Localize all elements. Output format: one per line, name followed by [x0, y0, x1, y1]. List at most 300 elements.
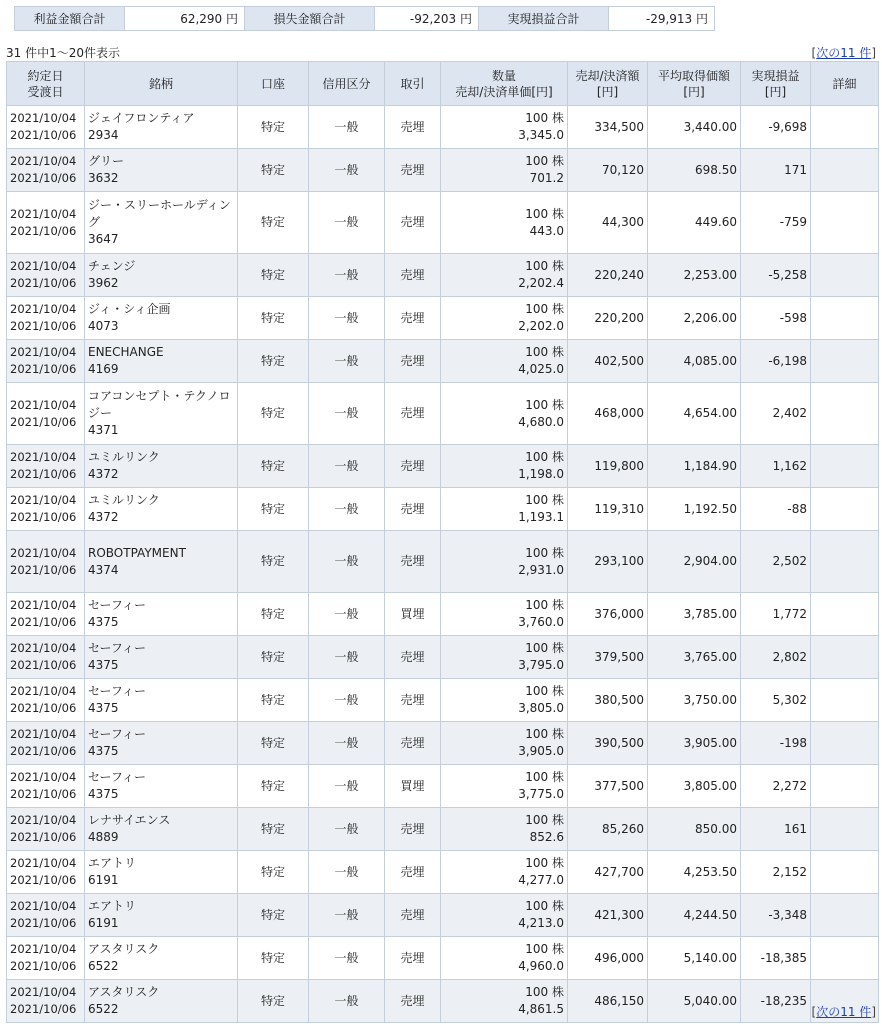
date-cell [7, 851, 85, 894]
table-row [7, 679, 879, 722]
header-avg[interactable]: 平均取得価額 [円] [648, 62, 741, 106]
credit-cell: 一般 [309, 106, 385, 149]
trade-cell: 売埋 [385, 254, 441, 297]
quantity: 100 株 [525, 641, 564, 655]
unit-price: 701.2 [529, 171, 564, 185]
detail-cell [811, 192, 879, 254]
stock-name: アスタリスク [88, 942, 160, 956]
qty-cell [441, 593, 568, 636]
trade-date: 2021/10/04 [10, 111, 77, 125]
stock-cell [85, 593, 238, 636]
table-row [7, 445, 879, 488]
trade-cell: 売埋 [385, 488, 441, 531]
trade-date: 2021/10/04 [10, 813, 77, 827]
detail-cell [811, 593, 879, 636]
trade-date: 2021/10/04 [10, 985, 77, 999]
quantity: 100 株 [525, 206, 564, 221]
settle-date: 2021/10/06 [10, 128, 77, 142]
unit-price: 2,202.4 [518, 276, 564, 290]
stock-name: セーフィー [88, 598, 146, 612]
date-cell [7, 679, 85, 722]
credit-cell: 一般 [309, 254, 385, 297]
trade-cell: 売埋 [385, 808, 441, 851]
credit-cell: 一般 [309, 980, 385, 1023]
qty-cell [441, 192, 568, 254]
account-cell: 特定 [238, 340, 309, 383]
detail-cell [811, 106, 879, 149]
settle-date: 2021/10/06 [10, 562, 77, 577]
trade-date: 2021/10/04 [10, 545, 77, 560]
stock-code: 4375 [88, 701, 119, 715]
table-row [7, 765, 879, 808]
quantity: 100 株 [525, 545, 564, 560]
sale-amount-cell: 220,200 [568, 297, 648, 340]
avg-cost-cell: 2,904.00 [648, 531, 741, 593]
bracket-open: [ [811, 1005, 817, 1019]
trade-date: 2021/10/04 [10, 206, 77, 221]
stock-cell [85, 254, 238, 297]
credit-cell: 一般 [309, 851, 385, 894]
unit-price: 1,198.0 [518, 467, 564, 481]
settle-date: 2021/10/06 [10, 873, 77, 887]
settle-date: 2021/10/06 [10, 510, 77, 524]
unit-price: 4,213.0 [518, 916, 564, 930]
date-cell [7, 297, 85, 340]
settle-date: 2021/10/06 [10, 319, 77, 333]
unit-price: 3,345.0 [518, 128, 564, 142]
stock-code: 6522 [88, 1002, 119, 1016]
trade-cell: 売埋 [385, 531, 441, 593]
pnl-cell: 2,502 [741, 531, 811, 593]
quantity: 100 株 [525, 397, 564, 412]
stock-code: 4375 [88, 744, 119, 758]
detail-cell [811, 808, 879, 851]
credit-cell: 一般 [309, 383, 385, 445]
stock-name: ユミルリンク [88, 493, 160, 507]
results-table [6, 61, 879, 1023]
stock-cell [85, 980, 238, 1023]
qty-cell [441, 765, 568, 808]
avg-cost-cell: 5,040.00 [648, 980, 741, 1023]
stock-cell [85, 851, 238, 894]
date-cell [7, 894, 85, 937]
date-cell [7, 937, 85, 980]
quantity: 100 株 [525, 598, 564, 612]
sale-amount-cell: 220,240 [568, 254, 648, 297]
quantity: 100 株 [525, 727, 564, 741]
table-row [7, 254, 879, 297]
trade-date: 2021/10/04 [10, 641, 77, 655]
detail-cell [811, 636, 879, 679]
quantity: 100 株 [525, 899, 564, 913]
account-cell: 特定 [238, 636, 309, 679]
table-row [7, 636, 879, 679]
credit-cell: 一般 [309, 593, 385, 636]
date-cell [7, 383, 85, 445]
stock-code: 6191 [88, 916, 119, 930]
date-cell [7, 488, 85, 531]
header-qty[interactable]: 数量 売却/決済単価[円] [441, 62, 568, 106]
avg-cost-cell: 4,244.50 [648, 894, 741, 937]
account-cell: 特定 [238, 531, 309, 593]
unit-price: 2,202.0 [518, 319, 564, 333]
stock-cell [85, 192, 238, 254]
table-row [7, 106, 879, 149]
pnl-cell: 5,302 [741, 679, 811, 722]
qty-cell [441, 851, 568, 894]
table-row [7, 488, 879, 531]
bracket-close: ] [871, 1005, 876, 1019]
pnl-cell: -759 [741, 192, 811, 254]
account-cell: 特定 [238, 980, 309, 1023]
account-cell: 特定 [238, 679, 309, 722]
stock-cell [85, 340, 238, 383]
stock-cell [85, 383, 238, 445]
avg-cost-cell: 3,765.00 [648, 636, 741, 679]
stock-cell [85, 531, 238, 593]
unit-price: 852.6 [529, 830, 564, 844]
stock-cell [85, 297, 238, 340]
unit-price: 4,680.0 [518, 414, 564, 429]
detail-cell [811, 445, 879, 488]
stock-code: 4169 [88, 362, 119, 376]
table-row [7, 531, 879, 593]
header-detail: 詳細 [811, 62, 879, 106]
qty-cell [441, 980, 568, 1023]
quantity: 100 株 [525, 111, 564, 125]
trade-cell: 売埋 [385, 445, 441, 488]
qty-cell [441, 254, 568, 297]
pnl-cell: -88 [741, 488, 811, 531]
header-date[interactable]: 約定日 受渡日 [7, 62, 85, 106]
date-cell [7, 254, 85, 297]
date-cell [7, 722, 85, 765]
stock-name: レナサイエンス [88, 813, 171, 827]
settle-date: 2021/10/06 [10, 787, 77, 801]
trade-date: 2021/10/04 [10, 598, 77, 612]
account-cell: 特定 [238, 445, 309, 488]
pnl-cell: -9,698 [741, 106, 811, 149]
trade-cell: 売埋 [385, 851, 441, 894]
detail-cell [811, 765, 879, 808]
avg-cost-cell: 449.60 [648, 192, 741, 254]
credit-cell: 一般 [309, 636, 385, 679]
account-cell: 特定 [238, 593, 309, 636]
stock-name: セーフィー [88, 641, 146, 655]
credit-cell: 一般 [309, 765, 385, 808]
avg-cost-cell: 850.00 [648, 808, 741, 851]
unit-price: 1,193.1 [518, 510, 564, 524]
pnl-cell: 161 [741, 808, 811, 851]
trade-cell: 売埋 [385, 722, 441, 765]
sale-amount-cell: 70,120 [568, 149, 648, 192]
trade-cell: 売埋 [385, 297, 441, 340]
qty-cell [441, 488, 568, 531]
trade-date: 2021/10/04 [10, 942, 77, 956]
sale-amount-cell: 496,000 [568, 937, 648, 980]
settle-date: 2021/10/06 [10, 467, 77, 481]
account-cell: 特定 [238, 722, 309, 765]
qty-cell [441, 722, 568, 765]
next-page-link[interactable]: 次の11 件 [816, 46, 872, 60]
stock-name: ジー・スリーホールディング [88, 198, 231, 229]
avg-cost-cell: 4,654.00 [648, 383, 741, 445]
stock-cell [85, 445, 238, 488]
avg-cost-cell: 5,140.00 [648, 937, 741, 980]
unit-price: 4,960.0 [518, 959, 564, 973]
table-row [7, 192, 879, 254]
realized-total-label: 実現損益合計 [479, 7, 609, 31]
trade-cell: 買埋 [385, 765, 441, 808]
account-cell: 特定 [238, 894, 309, 937]
header-account[interactable]: 口座 [238, 62, 309, 106]
quantity: 100 株 [525, 813, 564, 827]
pnl-cell: -18,235 [741, 980, 811, 1023]
sale-amount-cell: 468,000 [568, 383, 648, 445]
settle-date: 2021/10/06 [10, 276, 77, 290]
stock-cell [85, 937, 238, 980]
trade-cell: 売埋 [385, 679, 441, 722]
quantity: 100 株 [525, 856, 564, 870]
sale-amount-cell: 119,800 [568, 445, 648, 488]
stock-code: 3647 [88, 232, 119, 246]
stock-cell [85, 106, 238, 149]
settle-date: 2021/10/06 [10, 223, 77, 238]
detail-cell [811, 340, 879, 383]
table-row [7, 851, 879, 894]
qty-cell [441, 636, 568, 679]
stock-code: 4372 [88, 510, 119, 524]
credit-cell: 一般 [309, 808, 385, 851]
credit-cell: 一般 [309, 149, 385, 192]
qty-cell [441, 808, 568, 851]
pnl-cell: -18,385 [741, 937, 811, 980]
credit-cell: 一般 [309, 297, 385, 340]
stock-code: 4372 [88, 467, 119, 481]
trade-date: 2021/10/04 [10, 684, 77, 698]
stock-name: ユミルリンク [88, 450, 160, 464]
pnl-cell: -3,348 [741, 894, 811, 937]
table-row [7, 722, 879, 765]
quantity: 100 株 [525, 450, 564, 464]
trade-date: 2021/10/04 [10, 154, 77, 168]
stock-name: グリー [88, 154, 125, 168]
trade-date: 2021/10/04 [10, 397, 77, 412]
pnl-cell: 2,802 [741, 636, 811, 679]
credit-cell: 一般 [309, 488, 385, 531]
stock-code: 4375 [88, 787, 119, 801]
stock-code: 4371 [88, 423, 119, 437]
account-cell: 特定 [238, 192, 309, 254]
table-row [7, 297, 879, 340]
stock-name: ROBOTPAYMENT [88, 545, 186, 560]
stock-code: 3632 [88, 171, 119, 185]
stock-code: 6191 [88, 873, 119, 887]
trade-cell: 売埋 [385, 937, 441, 980]
date-cell [7, 192, 85, 254]
sale-amount-cell: 377,500 [568, 765, 648, 808]
date-cell [7, 340, 85, 383]
avg-cost-cell: 2,253.00 [648, 254, 741, 297]
settle-date: 2021/10/06 [10, 1002, 77, 1016]
account-cell: 特定 [238, 297, 309, 340]
settle-date: 2021/10/06 [10, 830, 77, 844]
pnl-cell: -598 [741, 297, 811, 340]
stock-code: 6522 [88, 959, 119, 973]
stock-name: ENECHANGE [88, 345, 164, 359]
account-cell: 特定 [238, 765, 309, 808]
stock-name: セーフィー [88, 684, 146, 698]
stock-name: エアトリ [88, 856, 137, 870]
trade-date: 2021/10/04 [10, 727, 77, 741]
qty-cell [441, 340, 568, 383]
pnl-cell: 2,152 [741, 851, 811, 894]
qty-cell [441, 106, 568, 149]
account-cell: 特定 [238, 149, 309, 192]
trade-date: 2021/10/04 [10, 450, 77, 464]
quantity: 100 株 [525, 942, 564, 956]
unit-price: 2,931.0 [518, 562, 564, 577]
header-sale[interactable]: 売却/決済額 [円] [568, 62, 648, 106]
profit-total-value: 62,290 円 [125, 7, 245, 31]
detail-cell [811, 722, 879, 765]
trade-cell: 売埋 [385, 106, 441, 149]
qty-cell [441, 937, 568, 980]
settle-date: 2021/10/06 [10, 615, 77, 629]
date-cell [7, 593, 85, 636]
settle-date: 2021/10/06 [10, 916, 77, 930]
qty-cell [441, 679, 568, 722]
date-cell [7, 106, 85, 149]
stock-code: 4374 [88, 562, 119, 577]
table-row [7, 149, 879, 192]
credit-cell: 一般 [309, 894, 385, 937]
stock-name: コアコンセプト・テクノロジー [88, 389, 231, 420]
stock-code: 4375 [88, 658, 119, 672]
table-row [7, 808, 879, 851]
unit-price: 3,905.0 [518, 744, 564, 758]
unit-price: 3,795.0 [518, 658, 564, 672]
sale-amount-cell: 390,500 [568, 722, 648, 765]
sale-amount-cell: 486,150 [568, 980, 648, 1023]
trade-date: 2021/10/04 [10, 345, 77, 359]
stock-code: 4889 [88, 830, 119, 844]
pnl-cell: -6,198 [741, 340, 811, 383]
detail-cell [811, 937, 879, 980]
table-row [7, 980, 879, 1023]
qty-cell [441, 383, 568, 445]
trade-cell: 売埋 [385, 149, 441, 192]
sale-amount-cell: 380,500 [568, 679, 648, 722]
table-row [7, 894, 879, 937]
unit-price: 4,861.5 [518, 1002, 564, 1016]
stock-code: 4375 [88, 615, 119, 629]
header-name[interactable]: 銘柄 [85, 62, 238, 106]
detail-cell [811, 297, 879, 340]
settle-date: 2021/10/06 [10, 658, 77, 672]
next-page-link-bottom[interactable]: 次の11 件 [816, 1005, 872, 1019]
credit-cell: 一般 [309, 192, 385, 254]
quantity: 100 株 [525, 684, 564, 698]
unit-price: 4,025.0 [518, 362, 564, 376]
table-row [7, 383, 879, 445]
sale-amount-cell: 293,100 [568, 531, 648, 593]
avg-cost-cell: 3,750.00 [648, 679, 741, 722]
stock-cell [85, 679, 238, 722]
account-cell: 特定 [238, 254, 309, 297]
stock-name: チェンジ [88, 259, 136, 273]
trade-date: 2021/10/04 [10, 856, 77, 870]
date-cell [7, 808, 85, 851]
table-row [7, 593, 879, 636]
credit-cell: 一般 [309, 531, 385, 593]
profit-total-label: 利益金額合計 [15, 7, 125, 31]
date-cell [7, 636, 85, 679]
realized-total-value: -29,913 円 [609, 7, 715, 31]
unit-price: 443.0 [529, 223, 564, 238]
date-cell [7, 531, 85, 593]
table-row [7, 937, 879, 980]
stock-cell [85, 722, 238, 765]
trade-cell: 売埋 [385, 980, 441, 1023]
avg-cost-cell: 3,805.00 [648, 765, 741, 808]
stock-name: エアトリ [88, 899, 137, 913]
header-pnl[interactable]: 実現損益 [円] [741, 62, 811, 106]
stock-code: 2934 [88, 128, 119, 142]
credit-cell: 一般 [309, 445, 385, 488]
avg-cost-cell: 3,785.00 [648, 593, 741, 636]
stock-cell [85, 765, 238, 808]
stock-name: ジィ・シィ企画 [88, 302, 171, 316]
detail-cell [811, 254, 879, 297]
account-cell: 特定 [238, 383, 309, 445]
account-cell: 特定 [238, 488, 309, 531]
next-page-bottom [812, 1003, 876, 1020]
sale-amount-cell: 376,000 [568, 593, 648, 636]
pnl-cell: 1,162 [741, 445, 811, 488]
header-credit[interactable]: 信用区分 [309, 62, 385, 106]
qty-cell [441, 149, 568, 192]
unit-price: 3,805.0 [518, 701, 564, 715]
pager-row [6, 44, 876, 60]
avg-cost-cell: 1,184.90 [648, 445, 741, 488]
table-row [7, 340, 879, 383]
pnl-cell: -5,258 [741, 254, 811, 297]
avg-cost-cell: 1,192.50 [648, 488, 741, 531]
quantity: 100 株 [525, 345, 564, 359]
loss-total-value: -92,203 円 [375, 7, 479, 31]
date-cell [7, 980, 85, 1023]
date-cell [7, 149, 85, 192]
account-cell: 特定 [238, 937, 309, 980]
stock-cell [85, 149, 238, 192]
settle-date: 2021/10/06 [10, 414, 77, 429]
qty-cell [441, 894, 568, 937]
credit-cell: 一般 [309, 937, 385, 980]
stock-name: セーフィー [88, 727, 146, 741]
stock-cell [85, 636, 238, 679]
sale-amount-cell: 85,260 [568, 808, 648, 851]
avg-cost-cell: 4,253.50 [648, 851, 741, 894]
sale-amount-cell: 379,500 [568, 636, 648, 679]
stock-code: 4073 [88, 319, 119, 333]
loss-total-label: 損失金額合計 [245, 7, 375, 31]
date-cell [7, 765, 85, 808]
quantity: 100 株 [525, 770, 564, 784]
unit-price: 3,760.0 [518, 615, 564, 629]
header-trade[interactable]: 取引 [385, 62, 441, 106]
sale-amount-cell: 427,700 [568, 851, 648, 894]
